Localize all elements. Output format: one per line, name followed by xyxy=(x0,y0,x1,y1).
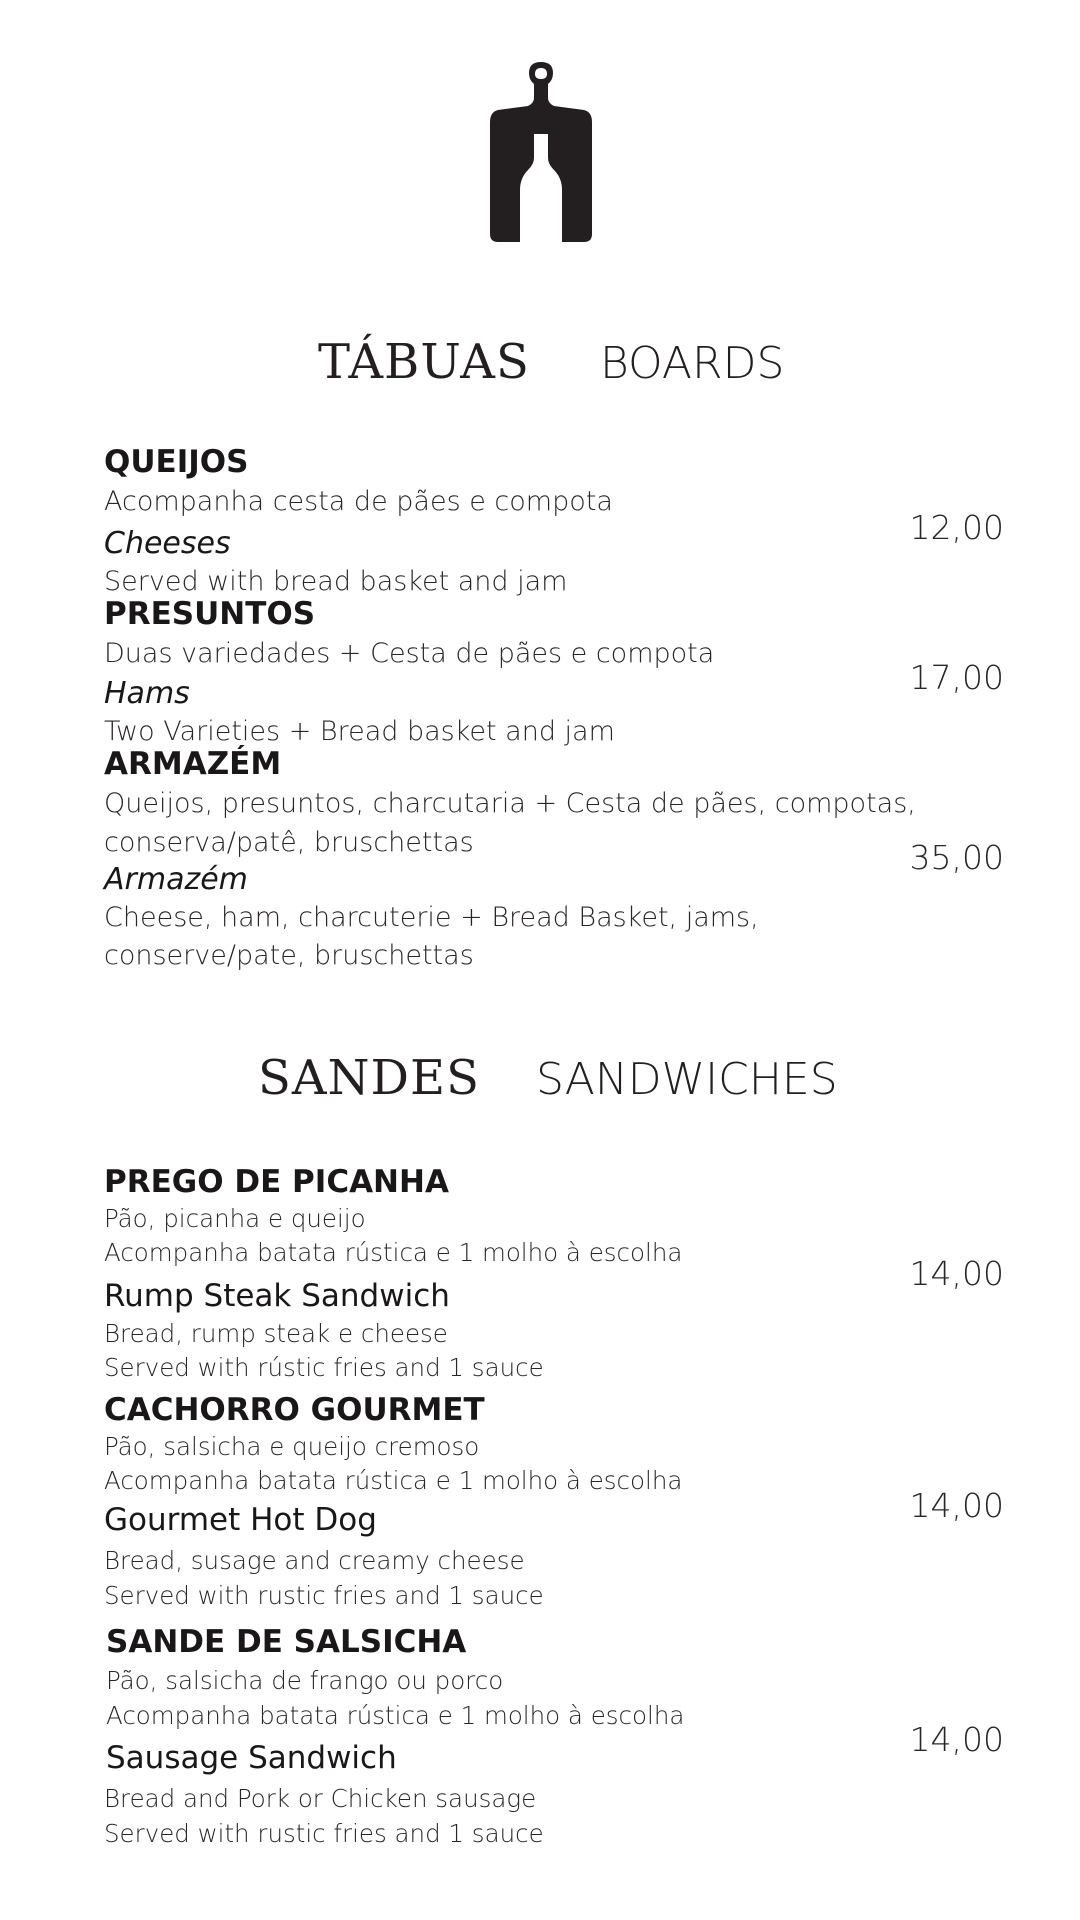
item-desc-pt: Acompanha batata rústica e 1 molho à escolha xyxy=(106,1701,685,1730)
section-header-boards xyxy=(0,330,1080,400)
item-name-pt: PRESUNTOS xyxy=(104,596,316,632)
item-name-en: Gourmet Hot Dog xyxy=(104,1502,377,1538)
item-desc-pt: Acompanha batata rústica e 1 molho à escolha xyxy=(104,1238,683,1267)
item-desc-en: Two Varieties + Bread basket and jam xyxy=(104,716,615,747)
item-desc-en: Served with rústic fries and 1 sauce xyxy=(104,1353,544,1382)
item-desc-pt: Duas variedades + Cesta de pães e compota xyxy=(104,638,715,669)
section-title-en: SANDWICHES xyxy=(536,1054,838,1105)
item-desc-pt: Pão, salsicha de frango ou porco xyxy=(106,1666,504,1695)
item-name-pt: QUEIJOS xyxy=(104,444,249,480)
menu-item xyxy=(104,444,1004,599)
item-price: 14,00 xyxy=(909,1486,1004,1525)
item-desc-pt: Pão, salsicha e queijo cremoso xyxy=(104,1432,480,1461)
item-desc-en: Bread, susage and creamy cheese xyxy=(104,1546,525,1575)
menu-item xyxy=(106,1624,1006,1854)
item-desc-pt: Queijos, presuntos, charcutaria + Cesta de pães, compotas, xyxy=(104,788,916,819)
item-desc-en: Served with bread basket and jam xyxy=(104,566,568,597)
item-desc-en: Bread, rump steak e cheese xyxy=(104,1319,448,1348)
item-name-en: Sausage Sandwich xyxy=(106,1740,397,1776)
item-desc-en: Cheese, ham, charcuterie + Bread Basket, jams, xyxy=(104,902,759,933)
section-title-pt: TÁBUAS xyxy=(318,334,530,390)
item-desc-pt: Pão, picanha e queijo xyxy=(104,1204,366,1233)
item-name-en: Armazém xyxy=(104,862,248,897)
section-title-en: BOARDS xyxy=(600,338,785,389)
item-price: 14,00 xyxy=(909,1254,1004,1293)
item-price: 17,00 xyxy=(909,658,1004,697)
item-name-en: Hams xyxy=(104,676,190,711)
item-name-en: Rump Steak Sandwich xyxy=(104,1278,450,1314)
item-name-en: Cheeses xyxy=(104,526,231,561)
item-desc-en: Served with rustic fries and 1 sauce xyxy=(104,1819,544,1848)
item-name-pt: SANDE DE SALSICHA xyxy=(106,1624,467,1660)
item-name-pt: CACHORRO GOURMET xyxy=(104,1392,485,1428)
item-price: 35,00 xyxy=(909,838,1004,877)
item-name-pt: PREGO DE PICANHA xyxy=(104,1164,449,1200)
item-desc-pt: Acompanha batata rústica e 1 molho à escolha xyxy=(104,1466,683,1495)
menu-item xyxy=(104,746,1004,976)
item-desc-pt: conserva/patê, bruschettas xyxy=(104,827,474,858)
item-desc-en: Bread and Pork or Chicken sausage xyxy=(104,1784,537,1813)
item-price: 12,00 xyxy=(909,508,1004,547)
item-desc-en: conserve/pate, bruschettas xyxy=(104,940,474,971)
menu-item xyxy=(104,1164,1004,1384)
menu-item xyxy=(104,596,1004,751)
menu-item xyxy=(104,1392,1004,1612)
cutting-board-bottle-icon xyxy=(490,62,592,242)
item-price: 14,00 xyxy=(909,1720,1004,1759)
item-name-pt: ARMAZÉM xyxy=(104,746,282,782)
item-desc-pt: Acompanha cesta de pães e compota xyxy=(104,486,613,517)
section-title-pt: SANDES xyxy=(258,1050,480,1106)
item-desc-en: Served with rustic fries and 1 sauce xyxy=(104,1581,544,1610)
section-header-sandwiches xyxy=(0,1046,1080,1116)
